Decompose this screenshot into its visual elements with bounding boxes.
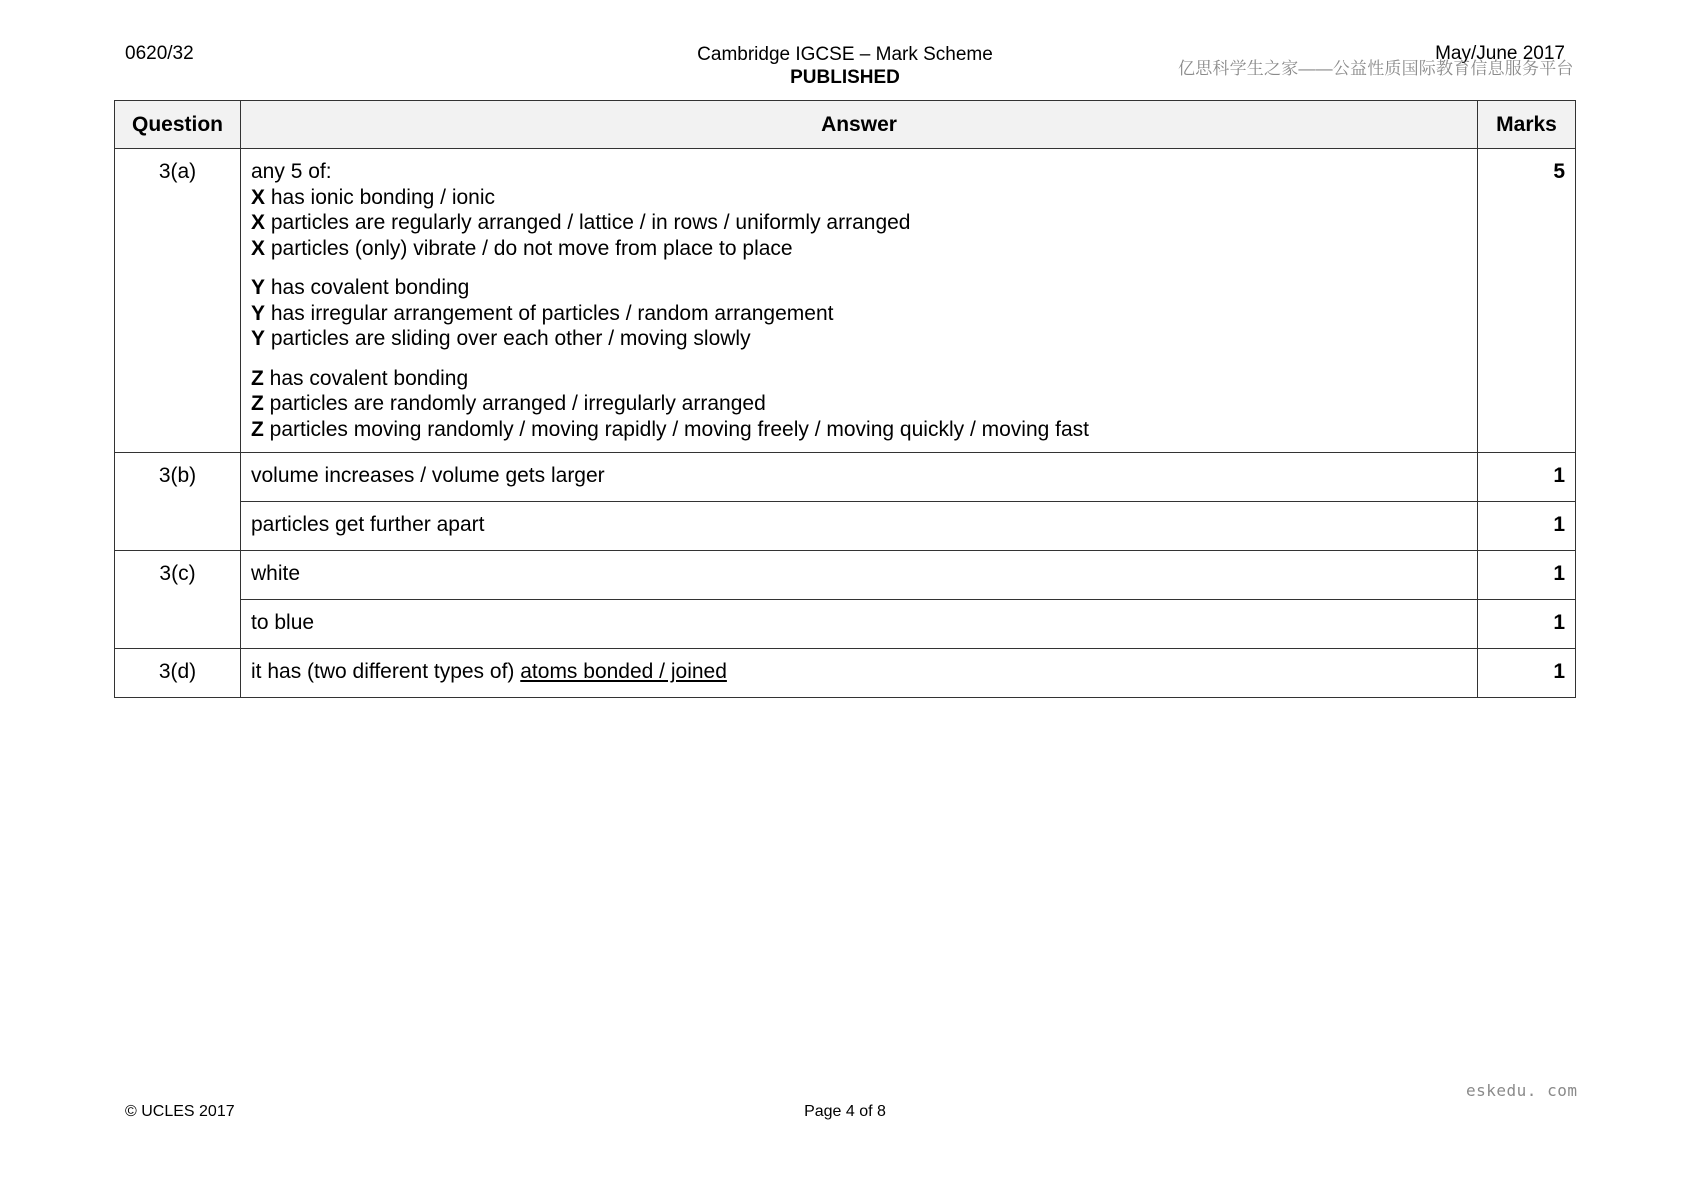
copyright: © UCLES 2017 [125, 1103, 235, 1120]
marks-header: Marks [1478, 101, 1576, 149]
watermark-text: 亿思科学生之家——公益性质国际教育信息服务平台 [1178, 59, 1574, 78]
mark-scheme-table [114, 100, 1576, 698]
table-header-row [115, 101, 1576, 149]
title-text: Cambridge IGCSE – Mark Scheme [697, 44, 993, 65]
answer-line [251, 185, 1467, 211]
species-letter: Y [251, 301, 266, 325]
answer-cell [241, 649, 1478, 698]
question-number: 3(c) [115, 551, 241, 649]
answer-line [251, 417, 1467, 443]
answer-text: has irregular arrangement of particles / random arrangement [270, 301, 834, 325]
answer-intro: any 5 of: [251, 160, 332, 183]
answer-text: particles are regularly arranged / lattice / in rows / uniformly arranged [270, 211, 911, 234]
table-row-3d [115, 649, 1576, 698]
answer-line [251, 275, 1467, 301]
answer-text: particles moving randomly / moving rapidly / moving freely / moving quickly / moving fast [269, 417, 1089, 441]
answer-text: particles are sliding over each other / moving slowly [270, 327, 751, 350]
answer-header: Answer [241, 101, 1478, 149]
species-letter: Y [251, 276, 266, 299]
marks-value: 1 [1478, 502, 1576, 551]
page-number: Page 4 of 8 [804, 1103, 886, 1120]
species-letter: Z [251, 366, 264, 390]
table-row-3c-1 [115, 551, 1576, 600]
answer-cell: to blue [241, 600, 1478, 649]
paper-code: 0620/32 [125, 43, 194, 64]
answer-line [251, 236, 1467, 262]
question-number: 3(a) [115, 149, 241, 453]
species-letter: X [251, 185, 266, 209]
underlined-key-phrase: atoms bonded / joined [520, 660, 727, 683]
answer-line [251, 301, 1467, 327]
question-header: Question [115, 101, 241, 149]
species-letter: X [251, 236, 266, 260]
answer-cell [241, 149, 1478, 453]
species-letter: Z [251, 417, 264, 441]
answer-cell: white [241, 551, 1478, 600]
question-number: 3(d) [115, 649, 241, 698]
table-row-3c-2 [115, 600, 1576, 649]
answer-line [251, 210, 1467, 236]
exam-session: May/June 2017 [1435, 43, 1565, 64]
table-row-3b-2 [115, 502, 1576, 551]
species-letter: X [251, 211, 266, 234]
marks-value: 1 [1478, 649, 1576, 698]
question-number: 3(b) [115, 453, 241, 551]
species-letter: Y [251, 327, 266, 350]
table-row-3b-1 [115, 453, 1576, 502]
answer-text: has covalent bonding [269, 366, 469, 390]
marks-value: 5 [1478, 149, 1576, 453]
published-label: PUBLISHED [790, 67, 900, 88]
answer-line [251, 391, 1467, 417]
answer-cell: volume increases / volume gets larger [241, 453, 1478, 502]
answer-text: it has (two different types of) [251, 660, 515, 683]
answer-text: particles (only) vibrate / do not move from place to place [270, 236, 793, 260]
answer-text: has ionic bonding / ionic [270, 185, 496, 209]
answer-text: particles are randomly arranged / irregularly arranged [269, 392, 766, 415]
table-row-3a [115, 149, 1576, 453]
marks-value: 1 [1478, 551, 1576, 600]
marks-value: 1 [1478, 600, 1576, 649]
answer-text: has covalent bonding [270, 276, 470, 299]
site-watermark: eskedu. com [1466, 1081, 1578, 1100]
marks-value: 1 [1478, 453, 1576, 502]
answer-line [251, 366, 1467, 392]
answer-cell: particles get further apart [241, 502, 1478, 551]
answer-line [251, 326, 1467, 352]
species-letter: Z [251, 392, 264, 415]
